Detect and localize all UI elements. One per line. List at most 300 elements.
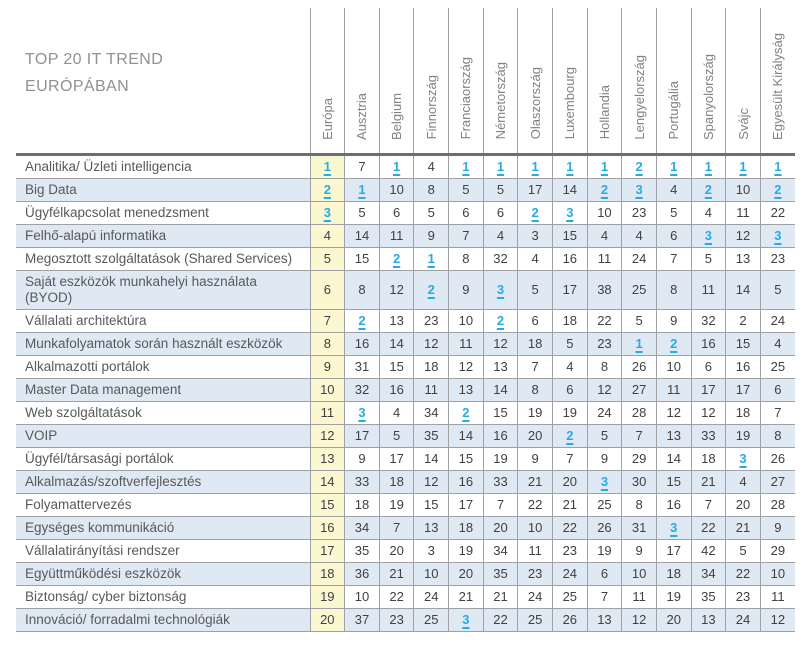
row-label: Web szolgáltatások — [16, 401, 310, 424]
rank-cell — [691, 493, 726, 516]
rank-value: 6 — [600, 565, 609, 581]
top-rank-link[interactable]: 3 — [600, 473, 609, 489]
rank-cell — [449, 539, 484, 562]
rank-value: 12 — [735, 227, 751, 243]
rank-cell — [414, 493, 449, 516]
rank-value: 18 — [735, 404, 751, 420]
row-label: Munkafolyamatok során használt eszközök — [16, 332, 310, 355]
table-row — [16, 424, 795, 447]
table-row — [16, 178, 795, 201]
top-rank-link[interactable]: 1 — [358, 181, 366, 197]
column-header-5 — [449, 8, 484, 154]
top-rank-link[interactable]: 1 — [392, 158, 401, 174]
rank-cell — [587, 332, 622, 355]
rank-value: 27 — [631, 381, 647, 397]
rank-value: 7 — [566, 450, 574, 466]
rank-cell — [414, 332, 449, 355]
rank-cell — [622, 608, 657, 631]
rank-cell — [622, 562, 657, 585]
top-rank-link[interactable]: 3 — [670, 519, 678, 535]
rank-cell — [760, 178, 795, 201]
rank-cell — [449, 401, 484, 424]
rank-value: 4 — [323, 227, 331, 243]
top-rank-link[interactable]: 3 — [739, 450, 747, 466]
rank-cell — [622, 178, 657, 201]
rank-value: 7 — [600, 588, 609, 604]
rank-value: 18 — [320, 565, 335, 581]
rank-cell — [552, 355, 587, 378]
rank-value: 14 — [354, 227, 370, 243]
rank-value: 11 — [736, 204, 750, 220]
rank-cell — [622, 516, 657, 539]
row-label: Megosztott szolgáltatások (Shared Services) — [16, 247, 310, 270]
top-rank-link[interactable]: 3 — [566, 204, 574, 220]
rank-value: 9 — [358, 450, 366, 466]
rank-value: 18 — [666, 565, 681, 581]
rank-value: 19 — [493, 450, 508, 466]
rank-cell — [587, 447, 622, 470]
rank-value: 18 — [389, 473, 404, 489]
rank-cell — [345, 608, 380, 631]
rank-cell — [518, 493, 553, 516]
top-rank-link[interactable]: 2 — [392, 250, 401, 266]
rank-value: 7 — [635, 427, 643, 443]
rank-cell — [691, 201, 726, 224]
row-label: Alkalmazotti portálok — [16, 355, 310, 378]
rank-cell — [483, 178, 518, 201]
rank-cell — [622, 247, 657, 270]
rank-cell — [518, 562, 553, 585]
rank-cell — [379, 154, 414, 178]
rank-value: 4 — [670, 181, 678, 197]
rank-value: 10 — [631, 565, 647, 581]
rank-cell — [518, 608, 553, 631]
rank-value: 22 — [770, 204, 786, 220]
rank-cell — [726, 247, 761, 270]
rank-cell — [518, 154, 553, 178]
rank-value: 8 — [600, 358, 609, 374]
rank-value: 23 — [735, 588, 751, 604]
rank-value: 5 — [670, 204, 678, 220]
rank-value: 13 — [493, 358, 508, 374]
rank-value: 28 — [631, 404, 647, 420]
rank-cell — [518, 378, 553, 401]
rank-cell — [414, 309, 449, 332]
rank-cell — [345, 309, 380, 332]
rank-cell — [622, 355, 657, 378]
top-rank-link[interactable]: 2 — [774, 181, 782, 197]
top-rank-link[interactable]: 2 — [496, 312, 505, 328]
rank-value: 6 — [531, 312, 539, 328]
rank-cell — [726, 493, 761, 516]
rank-cell — [310, 401, 345, 424]
rank-cell — [379, 424, 414, 447]
rank-cell — [518, 201, 553, 224]
rank-cell — [691, 562, 726, 585]
rank-cell — [483, 493, 518, 516]
rank-value: 35 — [701, 588, 716, 604]
column-header-9 — [587, 8, 622, 154]
rank-cell — [310, 270, 345, 309]
rank-value: 18 — [458, 519, 474, 535]
rank-cell — [518, 224, 553, 247]
rank-value: 34 — [354, 519, 370, 535]
rank-value: 26 — [597, 519, 612, 535]
top-rank-link[interactable]: 3 — [774, 227, 782, 243]
rank-value: 15 — [735, 335, 751, 351]
rank-value: 2 — [739, 312, 747, 328]
column-header-label: Hollandia — [596, 85, 612, 140]
rank-value: 14 — [735, 281, 751, 297]
rank-cell — [656, 493, 691, 516]
column-header-label: Franciaország — [458, 57, 474, 140]
rank-cell — [587, 585, 622, 608]
rank-value: 8 — [670, 281, 678, 297]
rank-cell — [760, 493, 795, 516]
rank-value: 11 — [320, 404, 335, 420]
rank-cell — [587, 470, 622, 493]
top-rank-link[interactable]: 1 — [462, 158, 470, 174]
rank-cell — [726, 270, 761, 309]
rank-value: 20 — [735, 496, 751, 512]
rank-cell — [379, 201, 414, 224]
rank-cell — [760, 401, 795, 424]
rank-value: 12 — [666, 404, 681, 420]
rank-value: 32 — [354, 381, 370, 397]
rank-cell — [552, 516, 587, 539]
top-rank-link[interactable]: 1 — [323, 158, 331, 174]
rank-cell — [622, 447, 657, 470]
rank-value: 6 — [774, 381, 782, 397]
rank-cell — [760, 516, 795, 539]
top-rank-link[interactable]: 1 — [774, 158, 782, 174]
top-rank-link[interactable]: 3 — [358, 404, 366, 420]
rank-value: 9 — [670, 312, 678, 328]
table-row — [16, 470, 795, 493]
rank-cell — [414, 224, 449, 247]
rank-cell — [483, 154, 518, 178]
rank-cell — [414, 201, 449, 224]
rank-cell — [726, 332, 761, 355]
top-rank-link[interactable]: 3 — [462, 611, 470, 627]
rank-cell — [414, 539, 449, 562]
rank-value: 16 — [354, 335, 370, 351]
rank-cell — [310, 154, 345, 178]
rank-value: 13 — [458, 381, 474, 397]
rank-cell — [310, 562, 345, 585]
rank-value: 20 — [562, 473, 578, 489]
rank-value: 14 — [666, 450, 681, 466]
rank-value: 22 — [735, 565, 751, 581]
rank-value: 15 — [424, 496, 439, 512]
trends-table — [16, 8, 795, 632]
rank-cell — [760, 154, 795, 178]
rank-cell — [310, 608, 345, 631]
column-header-label: Németország — [493, 62, 509, 140]
top-rank-link[interactable]: 1 — [496, 158, 505, 174]
rank-cell — [414, 608, 449, 631]
rank-value: 10 — [458, 312, 474, 328]
rank-value: 12 — [424, 335, 439, 351]
rank-cell — [345, 201, 380, 224]
rank-cell — [310, 201, 345, 224]
top-rank-link[interactable]: 2 — [323, 181, 331, 197]
rank-cell — [345, 539, 380, 562]
rank-value: 4 — [531, 250, 539, 266]
rank-cell — [760, 332, 795, 355]
rank-cell — [414, 424, 449, 447]
rank-cell — [691, 332, 726, 355]
rank-cell — [622, 539, 657, 562]
top-rank-link[interactable]: 3 — [496, 281, 505, 297]
rank-cell — [691, 470, 726, 493]
rank-value: 7 — [704, 496, 712, 512]
table-row — [16, 154, 795, 178]
rank-value: 15 — [458, 450, 474, 466]
rank-cell — [449, 447, 484, 470]
rank-value: 9 — [531, 450, 539, 466]
top-rank-link[interactable]: 3 — [704, 227, 712, 243]
rank-value: 5 — [323, 250, 331, 266]
rank-cell — [310, 178, 345, 201]
rank-cell — [345, 378, 380, 401]
rank-cell — [760, 562, 795, 585]
rank-cell — [414, 355, 449, 378]
rank-value: 9 — [323, 358, 331, 374]
rank-value: 16 — [389, 381, 404, 397]
rank-cell — [622, 201, 657, 224]
row-label: Alkalmazás/szoftverfejlesztés — [16, 470, 310, 493]
column-header-7 — [518, 8, 553, 154]
rank-cell — [414, 516, 449, 539]
top-rank-link[interactable]: 2 — [600, 181, 609, 197]
rank-cell — [518, 516, 553, 539]
rank-value: 17 — [701, 381, 716, 397]
rank-cell — [656, 608, 691, 631]
rank-value: 13 — [424, 519, 439, 535]
rank-cell — [379, 493, 414, 516]
table-row — [16, 447, 795, 470]
rank-cell — [656, 447, 691, 470]
table-row — [16, 608, 795, 631]
top-rank-link[interactable]: 2 — [566, 427, 574, 443]
column-header-label: Egyesült Királyság — [770, 32, 786, 140]
rank-cell — [310, 447, 345, 470]
rank-cell — [587, 424, 622, 447]
rank-value: 18 — [354, 496, 370, 512]
top-rank-link[interactable]: 3 — [323, 204, 331, 220]
row-label: Felhő-alapú informatika — [16, 224, 310, 247]
rank-cell — [310, 378, 345, 401]
table-row — [16, 585, 795, 608]
rank-value: 11 — [701, 281, 716, 297]
rank-cell — [449, 178, 484, 201]
rank-cell — [345, 516, 380, 539]
rank-cell — [552, 270, 587, 309]
top-rank-link[interactable]: 1 — [600, 158, 609, 174]
top-rank-link[interactable]: 2 — [531, 204, 539, 220]
top-rank-link[interactable]: 2 — [358, 312, 366, 328]
rank-cell — [518, 270, 553, 309]
rank-cell — [622, 424, 657, 447]
rank-cell — [552, 154, 587, 178]
rank-value: 26 — [770, 450, 786, 466]
top-rank-link[interactable]: 1 — [531, 158, 539, 174]
rank-cell — [379, 178, 414, 201]
rank-cell — [622, 493, 657, 516]
rank-cell — [760, 355, 795, 378]
rank-value: 5 — [462, 181, 470, 197]
rank-value: 8 — [427, 181, 435, 197]
top-rank-link[interactable]: 1 — [739, 158, 747, 174]
rank-cell — [379, 608, 414, 631]
rank-cell — [656, 309, 691, 332]
rank-cell — [691, 608, 726, 631]
rank-cell — [587, 247, 622, 270]
top-rank-link[interactable]: 2 — [704, 181, 712, 197]
rank-value: 6 — [462, 204, 470, 220]
rank-cell — [622, 470, 657, 493]
rank-cell — [483, 378, 518, 401]
rank-cell — [449, 493, 484, 516]
rank-value: 6 — [323, 281, 331, 297]
top-rank-link[interactable]: 1 — [704, 158, 712, 174]
rank-value: 10 — [320, 381, 335, 397]
rank-cell — [656, 247, 691, 270]
rank-value: 19 — [562, 404, 578, 420]
rank-cell — [552, 201, 587, 224]
rank-value: 10 — [354, 588, 370, 604]
rank-cell — [622, 154, 657, 178]
rank-cell — [518, 539, 553, 562]
rank-value: 6 — [670, 227, 678, 243]
rank-value: 19 — [597, 542, 612, 558]
rank-cell — [483, 201, 518, 224]
top-rank-link[interactable]: 3 — [635, 181, 643, 197]
rank-cell — [345, 585, 380, 608]
rank-cell — [622, 224, 657, 247]
rank-value: 37 — [354, 611, 370, 627]
rank-cell — [726, 154, 761, 178]
rank-value: 21 — [389, 565, 404, 581]
rank-value: 24 — [562, 565, 578, 581]
rank-cell — [691, 247, 726, 270]
rank-cell — [414, 470, 449, 493]
rank-value: 13 — [389, 312, 404, 328]
rank-value: 22 — [597, 312, 612, 328]
rank-cell — [587, 270, 622, 309]
rank-value: 30 — [631, 473, 647, 489]
rank-value: 23 — [770, 250, 786, 266]
rank-cell — [760, 585, 795, 608]
rank-value: 14 — [458, 427, 474, 443]
rank-cell — [587, 201, 622, 224]
rank-cell — [726, 401, 761, 424]
rank-value: 8 — [774, 427, 782, 443]
rank-cell — [483, 608, 518, 631]
table-row — [16, 309, 795, 332]
rank-cell — [587, 224, 622, 247]
rank-value: 8 — [635, 496, 643, 512]
top-rank-link[interactable]: 2 — [635, 158, 643, 174]
rank-value: 29 — [770, 542, 786, 558]
rank-cell — [379, 332, 414, 355]
top-rank-link[interactable]: 2 — [462, 404, 470, 420]
rank-cell — [518, 401, 553, 424]
rank-cell — [379, 247, 414, 270]
rank-cell — [726, 516, 761, 539]
rank-cell — [518, 247, 553, 270]
column-header-label: Luxembourg — [562, 67, 578, 140]
rank-value: 5 — [635, 312, 643, 328]
rank-value: 32 — [701, 312, 716, 328]
top-rank-link[interactable]: 1 — [427, 250, 435, 266]
top-rank-link[interactable]: 1 — [635, 335, 643, 351]
rank-value: 19 — [458, 542, 474, 558]
rank-cell — [518, 355, 553, 378]
rank-cell — [656, 424, 691, 447]
column-header-8 — [552, 8, 587, 154]
rank-cell — [691, 309, 726, 332]
top-rank-link[interactable]: 1 — [566, 158, 574, 174]
rank-cell — [691, 270, 726, 309]
rank-value: 18 — [701, 450, 716, 466]
table-row — [16, 224, 795, 247]
column-header-label: Ausztria — [354, 92, 370, 140]
top-rank-link[interactable]: 2 — [670, 335, 678, 351]
header-row — [16, 8, 795, 154]
row-label: Big Data — [16, 178, 310, 201]
rank-cell — [345, 270, 380, 309]
rank-cell — [656, 154, 691, 178]
rank-cell — [656, 516, 691, 539]
rank-cell — [414, 585, 449, 608]
rank-value: 11 — [424, 381, 438, 397]
rank-cell — [345, 224, 380, 247]
rank-value: 24 — [631, 250, 647, 266]
rank-cell — [552, 608, 587, 631]
rank-cell — [310, 585, 345, 608]
rank-value: 20 — [458, 565, 474, 581]
rank-value: 36 — [354, 565, 370, 581]
rank-value: 11 — [389, 227, 404, 243]
rank-value: 11 — [597, 250, 612, 266]
rank-cell — [552, 447, 587, 470]
column-header-1 — [310, 8, 345, 154]
rank-value: 16 — [701, 335, 716, 351]
rank-cell — [345, 562, 380, 585]
rank-cell — [379, 562, 414, 585]
row-label: Egységes kommunikáció — [16, 516, 310, 539]
rank-cell — [345, 332, 380, 355]
rank-value: 10 — [770, 565, 786, 581]
rank-cell — [310, 493, 345, 516]
rank-value: 13 — [320, 450, 335, 466]
rank-value: 35 — [493, 565, 508, 581]
rank-value: 8 — [462, 250, 470, 266]
rank-cell — [345, 424, 380, 447]
rank-cell — [587, 378, 622, 401]
rank-cell — [691, 378, 726, 401]
rank-cell — [587, 539, 622, 562]
rank-cell — [449, 378, 484, 401]
top-rank-link[interactable]: 2 — [427, 281, 435, 297]
rank-value: 7 — [774, 404, 782, 420]
rank-cell — [691, 516, 726, 539]
rank-cell — [656, 539, 691, 562]
rank-cell — [518, 178, 553, 201]
top-rank-link[interactable]: 1 — [670, 158, 678, 174]
